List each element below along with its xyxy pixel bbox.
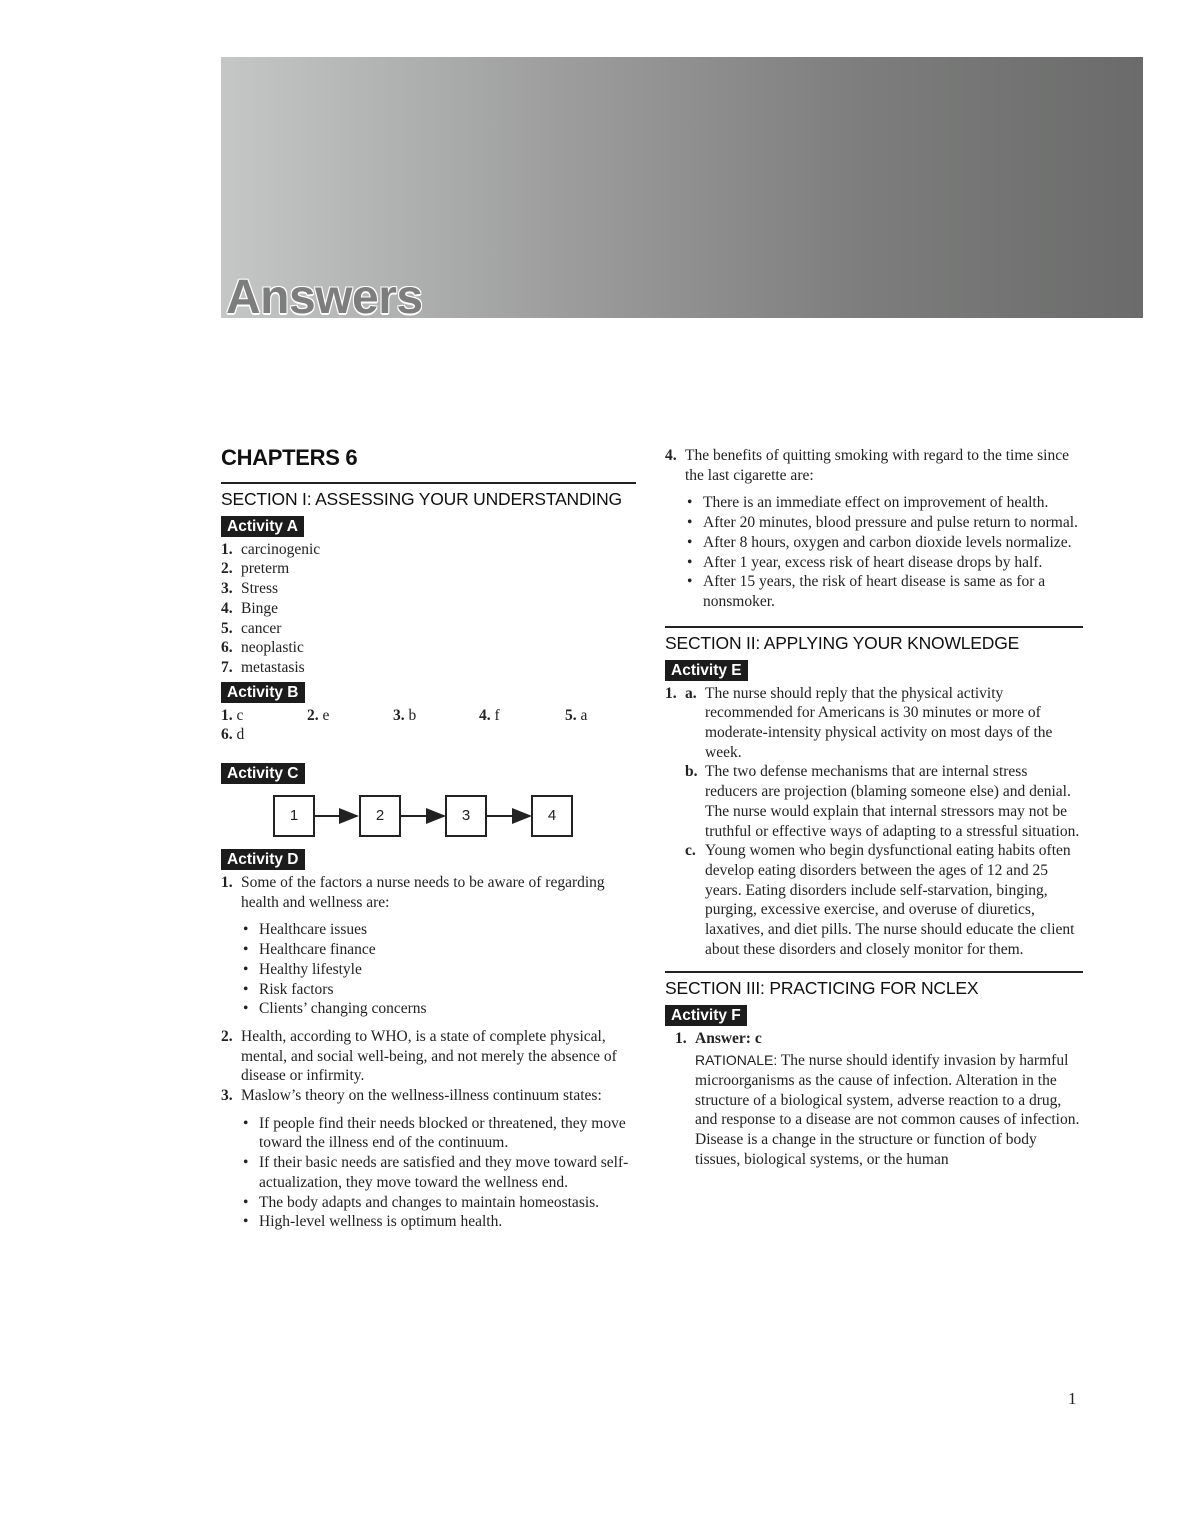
right-column: [665, 446, 1083, 1169]
bullet-item: • After 8 hours, oxygen and carbon dioxide levels normalize.: [685, 533, 1083, 553]
activity-d-continued: [665, 446, 1083, 612]
list-item: b. The two defense mechanisms that are internal stress reducers are projection (blaming someone else) and denial. The nurse would explain that internal stressors may not be truthful or effective ways of adapting to a stressful situation.: [685, 763, 1080, 840]
activity-e-label: Activity E: [665, 660, 748, 681]
bullet-item: • If people find their needs blocked or threatened, they move toward the illness end of the continuum.: [241, 1114, 636, 1153]
bullet-item: • After 1 year, excess risk of heart disease drops by half.: [685, 553, 1083, 573]
list-item: 5. cancer: [221, 619, 282, 637]
activity-a-label: Activity A: [221, 516, 304, 537]
bullet-list: [685, 493, 1083, 611]
chapter-title: CHAPTERS 6: [221, 445, 358, 470]
left-column: [221, 446, 636, 1240]
activity-e-list: [665, 684, 1083, 960]
activity-b-answers: [221, 706, 636, 745]
list-item: 1. carcinogenic: [221, 540, 321, 558]
list-item: 1. Answer: c RATIONALE: The nurse should identify invasion by harmful microorganisms as the cause of infection. Alteration in the structure of a biological system, adverse reaction to a drug, and response to a disease are not common causes of infection. Disease is a change in the structure or function of body tissues, biological systems, or the human: [675, 1029, 1083, 1169]
sequence-diagram: [273, 795, 636, 839]
section-heading-3: SECTION III: PRACTICING FOR NCLEX: [665, 971, 1083, 999]
list-item: 6. neoplastic: [221, 639, 304, 657]
list-item: c. Young women who begin dysfunctional eating habits often develop eating disorders between the ages of 12 and 25 years. Eating disorders include self-starvation, binging, purging, excessive exercise, and overuse of diuretics, laxatives, and diet pills. The nurse should educate the client about these disorders and closely monitor for them.: [685, 842, 1075, 958]
answer-item: 1. c: [221, 706, 244, 724]
answer-item: 3. b: [393, 706, 417, 724]
list-item: 3. Stress: [221, 580, 279, 598]
bullet-list: [241, 920, 636, 1019]
sequence-box: 1: [273, 795, 315, 837]
answer-text: Answer: c: [695, 1030, 762, 1048]
activity-b-label: Activity B: [221, 682, 305, 703]
bullet-item: • Risk factors: [241, 980, 636, 1000]
activity-a-list: [221, 540, 636, 678]
list-item: 4. The benefits of quitting smoking with regard to the time since the last cigarette are: • There is an immediate effect on improvement of health. • After 20 minutes, blood pressure and pulse return to normal. • After 8 hours, oxygen and carbon dioxide levels normalize. • After 1 year, excess risk of heart disease drops by half. • After 15 years, the risk of heart disease is same as for a nonsmoker.: [665, 446, 1083, 612]
rationale-text: RATIONALE: The nurse should identify invasion by harmful microorganisms as the cause of infection. Alteration in the structure of a biological system, adverse reaction to a drug, and response to a disease are not common causes of infection. Disease is a change in the structure or function of body tissues, biological systems, or the human: [695, 1052, 1080, 1168]
bullet-list: [241, 1114, 636, 1232]
section-heading-1: SECTION I: ASSESSING YOUR UNDERSTANDING: [221, 482, 636, 510]
bullet-item: • After 20 minutes, blood pressure and pulse return to normal.: [685, 513, 1083, 533]
bullet-item: • If their basic needs are satisfied and they move toward self-actualization, they move toward the wellness end.: [241, 1153, 636, 1192]
activity-c-label: Activity C: [221, 763, 305, 784]
page-title: Answers: [226, 271, 423, 324]
activity-d-list: [221, 873, 636, 1232]
bullet-item: • After 15 years, the risk of heart disease is same as for a nonsmoker.: [685, 572, 1083, 611]
sequence-box: 4: [531, 795, 573, 837]
bullet-item: • Healthcare finance: [241, 940, 636, 960]
answer-item: 2. e: [307, 706, 330, 724]
activity-f-list: [665, 1029, 1083, 1169]
bullet-item: • High-level wellness is optimum health.: [241, 1212, 636, 1232]
answer-item: 4. f: [479, 706, 500, 724]
list-item: 4. Binge: [221, 599, 279, 617]
activity-f-label: Activity F: [665, 1005, 747, 1026]
page-number: 1: [1068, 1389, 1077, 1408]
list-item: 2. preterm: [221, 560, 290, 578]
sequence-box: 3: [445, 795, 487, 837]
bullet-item: • Healthy lifestyle: [241, 960, 636, 980]
list-item: 1. Some of the factors a nurse needs to be aware of regarding health and wellness are: • Healthcare issues • Healthcare finance • Healthy lifestyle • Risk factors • Clients’ changing concerns: [221, 873, 636, 1019]
bullet-item: • The body adapts and changes to maintain homeostasis.: [241, 1193, 636, 1213]
bullet-item: • Clients’ changing concerns: [241, 999, 636, 1019]
list-item: 7. metastasis: [221, 658, 305, 676]
section-heading-2: SECTION II: APPLYING YOUR KNOWLEDGE: [665, 626, 1083, 654]
list-item: 3. Maslow’s theory on the wellness-illness continuum states: • If people find their needs blocked or threatened, they move toward the illness end of the continuum. • If their basic needs are satisfied and they move toward self-actualization, they move toward the wellness end. • The body adapts and changes to maintain homeostasis. • High-level wellness is optimum health.: [221, 1086, 636, 1232]
activity-d-label: Activity D: [221, 849, 305, 870]
bullet-item: • Healthcare issues: [241, 920, 636, 940]
sequence-box: 2: [359, 795, 401, 837]
list-item: 2. Health, according to WHO, is a state of complete physical, mental, and social well-being, and not merely the absence of disease or infirmity.: [221, 1027, 617, 1085]
answer-item: 5. a: [565, 706, 588, 724]
list-item: 1. a. The nurse should reply that the physical activity recommended for Americans is 30 minutes or more of moderate-intensity physical activity on most days of the week.: [665, 684, 1053, 761]
answer-item: 6. d: [221, 726, 245, 744]
bullet-item: • There is an immediate effect on improvement of health.: [685, 493, 1083, 513]
